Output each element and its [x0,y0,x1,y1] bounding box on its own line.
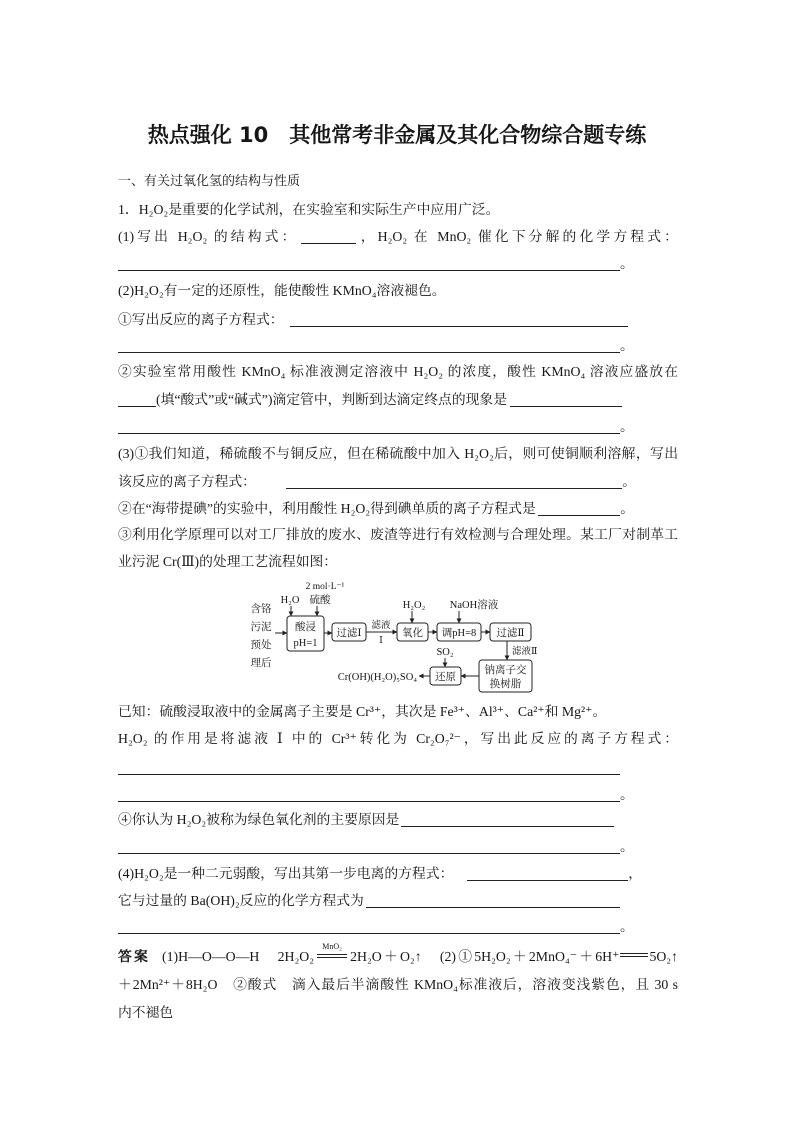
section-heading: 一、有关过氧化氢的结构与性质 [118,174,301,189]
answer-line1-text-b: 2H₂O＋O₂↑ (2)①5H₂O₂＋2MnO₄⁻＋6H⁺ [350,949,620,964]
period: 。 [620,839,634,854]
reagent-reductant-label: SO₂ [436,647,454,658]
answer-blank [118,760,620,775]
blank-line [118,417,678,437]
blank-line [118,917,678,937]
blank-line [118,837,678,857]
period: 。 [622,474,636,489]
answer-blank [118,256,620,271]
filtrate1-numeral: Ⅰ [379,636,383,646]
q1-part1-line [118,227,678,247]
q1-part1-text-a: (1)写出 H₂O₂ 的结构式： [118,229,299,244]
q1-stem: 1．H₂O₂是重要的化学试剂，在实验室和实际生产中应用广泛。 [118,202,500,217]
product-label: Cr(OH)(H₂O)₅SO₄ [337,672,417,683]
cr-treatment-flowchart [240,575,550,700]
acid-concentration-label: 2 mol·L⁻¹ [305,582,345,592]
answer-blank [118,392,156,407]
answer-blank [118,338,620,353]
q1-part2-2-line2-text: (填“酸式”或“碱式”)滴定管中，判断到达滴定终点的现象是 [156,392,508,407]
period: 。 [620,501,634,516]
answer-line1-text-c: 5O₂↑ [649,949,679,964]
q1-part1-text-b: ，H₂O₂ 在 MnO₂ 催化下分解的化学方程式： [357,229,678,244]
answer-line3: 内不褪色 [118,1005,174,1020]
answer-blank [286,474,622,489]
period: 。 [620,787,634,802]
reagent-water-label: H₂O [280,595,300,606]
ion-exchange-label-line2: 换树脂 [489,679,522,690]
acid-leach-label: 酸浸 [295,622,316,633]
q1-part4-line1 [118,863,642,884]
reduce-label: 还原 [435,672,456,683]
input-label-line: 污泥 [250,622,272,633]
oxidize-label: 氧化 [402,628,423,639]
blank-line [118,336,678,356]
q1-part3-4-line [118,809,614,830]
answer-blank [118,787,620,802]
catalyst-condition [317,942,347,961]
answer-line1-text-a: (1)H—O—O—H 2H₂O₂ [162,949,315,964]
q1-part4-line2 [118,890,620,911]
answer-label: 答案 [118,949,151,964]
acid-leach-ph-label: pH=1 [293,638,318,649]
filtrate2-label: 滤液Ⅱ [512,647,538,657]
answer-blank [301,229,356,244]
period: 。 [620,419,634,434]
q1-part3-1-line2 [118,471,636,492]
answer-blank [538,501,620,516]
q1-part2-1-line [118,309,628,330]
answer-blank [401,812,614,827]
filter2-label: 过滤Ⅱ [496,628,525,639]
filter1-label: 过滤Ⅰ [336,628,362,639]
q1-part3-2-line [118,498,634,519]
period: 。 [620,338,634,353]
input-label-line: 理后 [250,658,272,669]
catalyst-label: MnO₂ [322,942,342,951]
answer-line2: ＋2Mn²⁺＋8H₂O ②酸式 滴入最后半滴酸性 KMnO₄标准液后，溶液变浅紫色，且 30 s [118,977,678,992]
answer-blank [118,419,620,434]
q1-part3-3-line1: ③利用化学原理可以对工厂排放的废水、废渣等进行有效检测与合理处理。某工厂对制革工 [118,527,678,542]
period: 。 [620,256,634,271]
answer-blank [366,893,620,908]
filtrate1-label: 滤液 [371,621,391,631]
answer-line1 [118,942,679,967]
reagent-acid-label: 硫酸 [309,595,331,606]
reagent-base-label: NaOH溶液 [449,600,499,611]
period: 。 [620,919,634,934]
q1-part3-4-text: ④你认为 H₂O₂被称为绿色氧化剂的主要原因是 [118,812,400,827]
q1-part3-3-line2: 业污泥 Cr(Ⅲ)的处理工艺流程如图： [118,554,338,569]
q1-part2-1-text: ①写出反应的离子方程式： [118,312,284,327]
answer-blank [118,919,620,934]
blank-line [118,785,678,805]
input-label-line: 预处 [250,640,272,651]
q1-part4-line1-text: (4)H₂O₂是一种二元弱酸，写出其第一步电离的方程式： [118,866,454,881]
answer-blank [510,392,622,407]
answer-blank [118,839,620,854]
adjust-ph-label: 调pH=8 [441,628,477,639]
q1-part4-line2-text: 它与过量的 Ba(OH)₂反应的化学方程式为 [118,893,364,908]
equals-sign [317,954,347,958]
ion-exchange-label-line1: 钠离子交 [484,665,527,676]
reagent-oxidant-label: H₂O₂ [402,600,426,611]
answer-blank [290,312,628,327]
input-label-line: 含铬 [250,604,272,615]
q1-h2o2-role-line: H₂O₂ 的作用是将滤液 Ⅰ 中的 Cr³⁺转化为 Cr₂O₇²⁻，写出此反应的离子方程式： [118,731,678,746]
q1-part3-2-text: ②在“海带提碘”的实验中，利用酸性 H₂O₂得到碘单质的离子方程式是 [118,501,536,516]
q1-known-info: 已知：硫酸浸取液中的金属离子主要是 Cr³⁺，其次是 Fe³⁺、Al³⁺、Ca²⁺和 Mg²⁺。 [118,704,607,719]
comma: ， [628,866,642,881]
q1-part3-1-line1: (3)①我们知道，稀硫酸不与铜反应，但在稀硫酸中加入 H₂O₂后，则可使铜顺利溶解，写出 [118,446,678,461]
answer-blank [467,866,628,881]
blank-line [118,758,678,778]
equals-sign [620,953,648,957]
blank-line [118,254,678,274]
q1-part2-stem: (2)H₂O₂有一定的还原性，能使酸性 KMnO₄溶液褪色。 [118,283,446,298]
q1-part2-2-line1: ②实验室常用酸性 KMnO₄ 标准液测定溶液中 H₂O₂ 的浓度，酸性 KMnO₄ 溶液应盛放在 [118,364,678,379]
q1-part3-1-line2-text: 该反应的离子方程式： [118,474,256,489]
q1-part2-2-line2 [118,389,622,410]
page-title: 热点强化 10 其他常考非金属及其化合物综合题专练 [147,123,647,147]
